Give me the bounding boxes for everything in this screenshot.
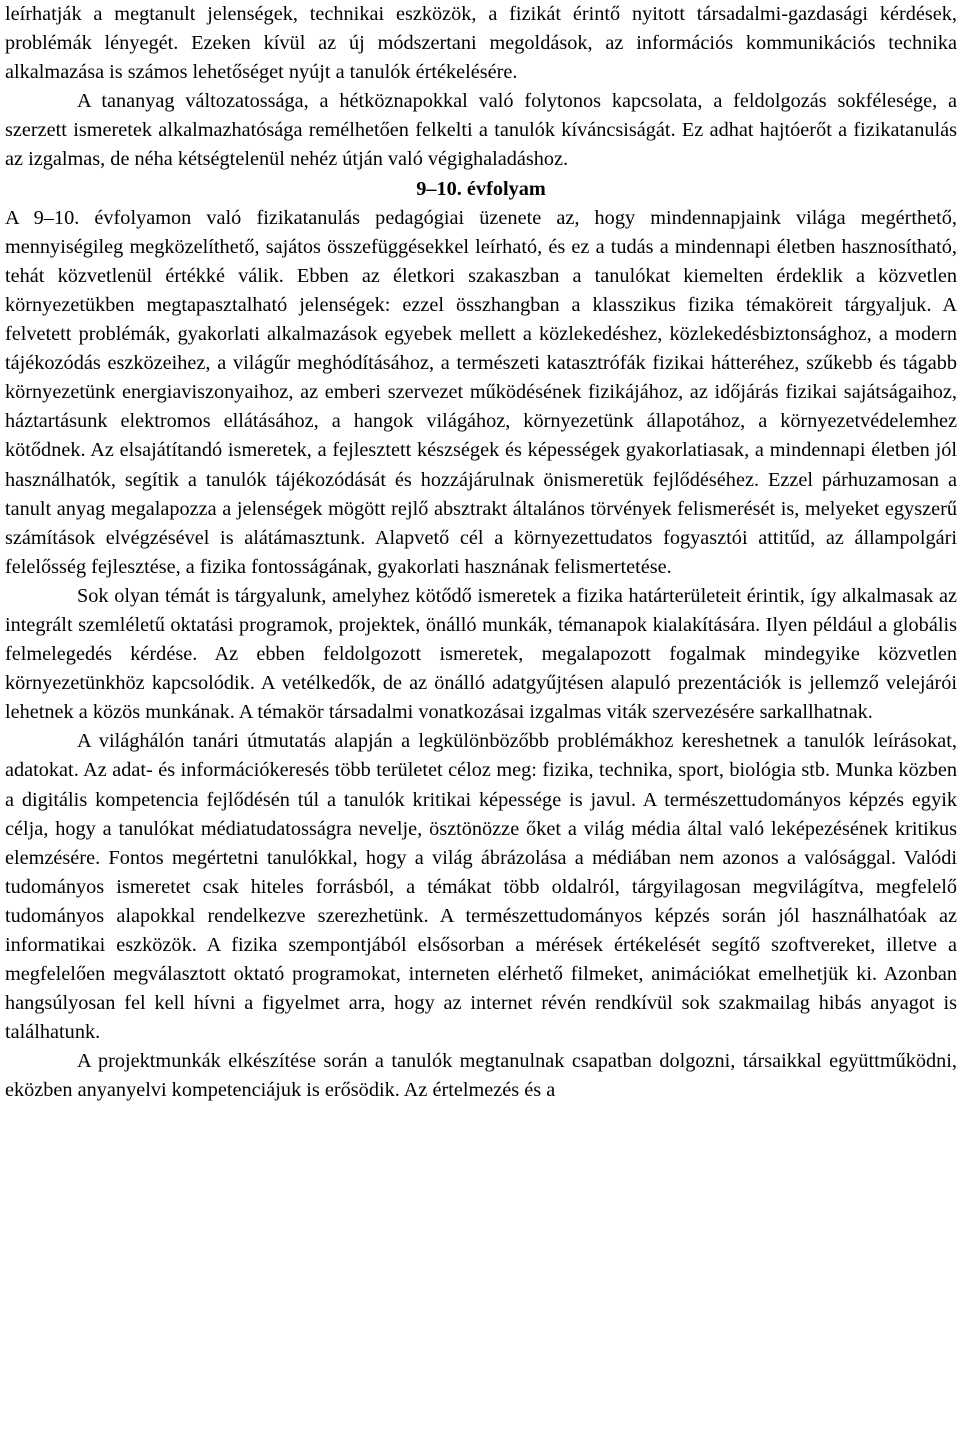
body-paragraph: leírhatják a megtanult jelenségek, technikai eszközök, a fizikát érintő nyitott társadalmi-gazdasági kérdések, problémák lényegét. Ezeken kívül az új módszertani megoldások, az információs kommunikációs technika alkalmazása is számos lehetőséget nyújt a tanulók értékelésére.: [5, 3, 957, 84]
body-paragraph: Sok olyan témát is tárgyalunk, amelyhez kötődő ismeretek a fizika határterületeit érintik, így alkalmasak az integrált szemléletű oktatási programok, projektek, önálló munkák, témanapok kialakítására. Ilyen például a globális felmelegedés kérdése. Az ebben feldolgozott ismeretek, megalapozott fogalmak mindegyike közvetlen környezetünkhöz kapcsolódik. A vetélkedők, de az önálló adatgyűjtésen alapuló prezentációk is jellemző velejárói lehetnek a közös munkának. A témakör társadalmi vonatkozásai izgalmas viták szervezésére sarkallhatnak.: [5, 584, 957, 724]
body-paragraph: A világhálón tanári útmutatás alapján a legkülönbözőbb problémákhoz kereshetnek a tanulók leírásokat, adatokat. Az adat- és információkeresés több területet céloz meg: fizika, technika, sport, biológia stb. Munka közben a digitális kompetencia fejlődésén túl a tanulók kritikai képessége is javul. A természettudományos képzés egyik célja, hogy a tanulókat médiatudatosságra nevelje, ösztönözze őket a világ média által való leképezésének kritikus elemzésére. Fontos megértetni tanulókkal, hogy a világ ábrázolása a médiában nem azonos a valósággal. Valódi tudományos ismeretet csak hiteles forrásból, a témákat több oldalról, tárgyilagosan megvilágítva, megfelelő tudományos alapokkal rendelkezve szerezhetünk. A természettudományos képzés során jól használhatóak az informatikai eszközök. A fizika szempontjából elsősorban a mérések értékelését segítő szoftvereket, illetve a megfelelően megválasztott oktató programokat, interneten elérhető filmeket, animációkat emelhetjük ki. Azonban hangsúlyosan fel kell hívni a figyelmet arra, hogy az internet révén rendkívül sok szakmailag hibás anyagot is találhatunk.: [5, 730, 957, 1044]
section-heading: 9–10. évfolyam: [416, 177, 546, 200]
body-paragraph: A 9–10. évfolyamon való fizikatanulás pedagógiai üzenete az, hogy mindennapjaink világa megérthető, mennyiségileg megközelíthető, sajátos összefüggésekkel leírható, és ez a tudás a mindennapi életben hasznosítható, tehát közvetlenül értékké válik. Ebben az életkori szakaszban a tanulókat kiemelten érdeklik a közvetlen környezetükben megtapasztalható jelenségek: ezzel összhangban a klasszikus fizika témaköreit tárgyaljuk. A felvetett problémák, gyakorlati alkalmazások egyebek mellett a közlekedéshez, közlekedésbiztonsághoz, a modern tájékozódás eszközeihez, a világűr meghódításához, a természeti katasztrófák fizikai hátteréhez, szűkebb és tágabb környezetünk energiaviszonyaihoz, az emberi szervezet működésének fizikájához, az időjárás fizikai sajátságaihoz, háztartásunk elektromos ellátásához, a hangok világához, környezetünk állapotához, a környezetvédelemhez kötődnek. Az elsajátítandó ismeretek, a fejlesztett készségek és képességek gyakorlatiasak, a mindennapi életben jól használhatók, segítik a tanulók tájékozódását és hozzájárulnak önismeretük fejlődéséhez. Ezzel párhuzamosan a tanult anyag megalapozza a jelenségek mögött rejlő absztrakt általános törvények felismerését is, melyeket egyszerű számítások elvégzésével is alátámasztunk. Alapvető cél a környezettudatos fogyasztói attitűd, az állampolgári felelősség fejlesztése, a fizika fontosságának, gyakorlati hasznának felismertetése.: [5, 206, 957, 578]
body-paragraph: A projektmunkák elkészítése során a tanulók megtanulnak csapatban dolgozni, társaikkal együttműködni, eközben anyanyelvi kompetenciájuk is erősödik. Az értelmezés és a: [5, 1050, 957, 1102]
body-paragraph: A tananyag változatossága, a hétköznapokkal való folytonos kapcsolata, a feldolgozás sokfélesége, a szerzett ismeretek alkalmazhatósága remélhetően felkelti a tanulók kíváncsiságát. Ez adhat hajtóerőt a fizikatanulás az izgalmas, de néha kétségtelenül nehéz útján való végighaladáshoz.: [5, 90, 957, 171]
